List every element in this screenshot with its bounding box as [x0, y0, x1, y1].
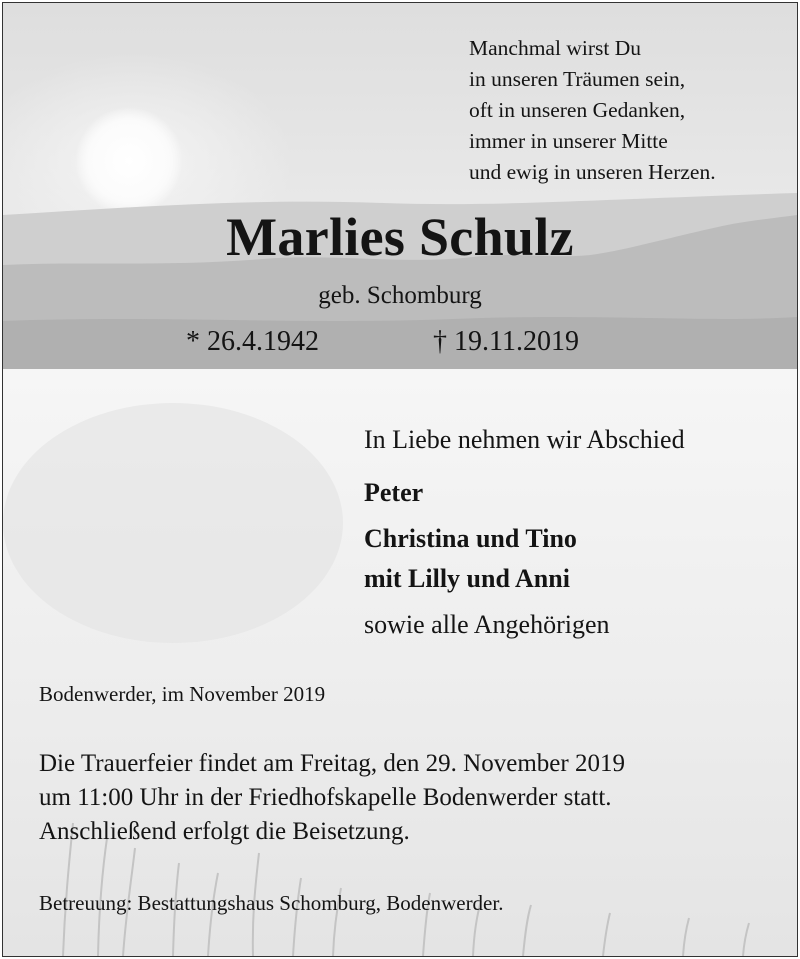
- memorial-poem: [469, 33, 716, 188]
- farewell-line: In Liebe nehmen wir Abschied: [364, 425, 685, 454]
- deceased-name: Marlies Schulz: [226, 207, 574, 267]
- sun: [75, 107, 183, 215]
- mist: [3, 403, 343, 643]
- mourner-name: mit Lilly und Anni: [364, 564, 570, 593]
- obituary-notice: [2, 2, 798, 957]
- ceremony-line: um 11:00 Uhr in der Friedhofskapelle Bodenwerder statt.: [39, 784, 612, 811]
- relatives-line: sowie alle Angehörigen: [364, 610, 610, 639]
- poem-line: Manchmal wirst Du: [469, 36, 641, 60]
- place-date: Bodenwerder, im November 2019: [39, 682, 326, 706]
- ceremony-line: Anschließend erfolgt die Beisetzung.: [39, 818, 410, 845]
- far-shore: [3, 317, 797, 369]
- poem-line: oft in unseren Gedanken,: [469, 98, 686, 122]
- funeral-home-credit: Betreuung: Bestattungshaus Schomburg, Bodenwerder.: [39, 891, 504, 915]
- ceremony-line: Die Trauerfeier findet am Freitag, den 29. November 2019: [39, 750, 625, 777]
- death-date: † 19.11.2019: [433, 326, 579, 357]
- birth-date: * 26.4.1942: [186, 326, 319, 357]
- ceremony-info: [39, 747, 625, 849]
- mourner-name: Peter: [364, 478, 424, 507]
- poem-line: und ewig in unseren Herzen.: [469, 160, 716, 184]
- poem-line: immer in unserer Mitte: [469, 129, 668, 153]
- maiden-name: geb. Schomburg: [318, 282, 482, 309]
- poem-line: in unseren Träumen sein,: [469, 67, 686, 91]
- mourner-name: Christina und Tino: [364, 524, 577, 553]
